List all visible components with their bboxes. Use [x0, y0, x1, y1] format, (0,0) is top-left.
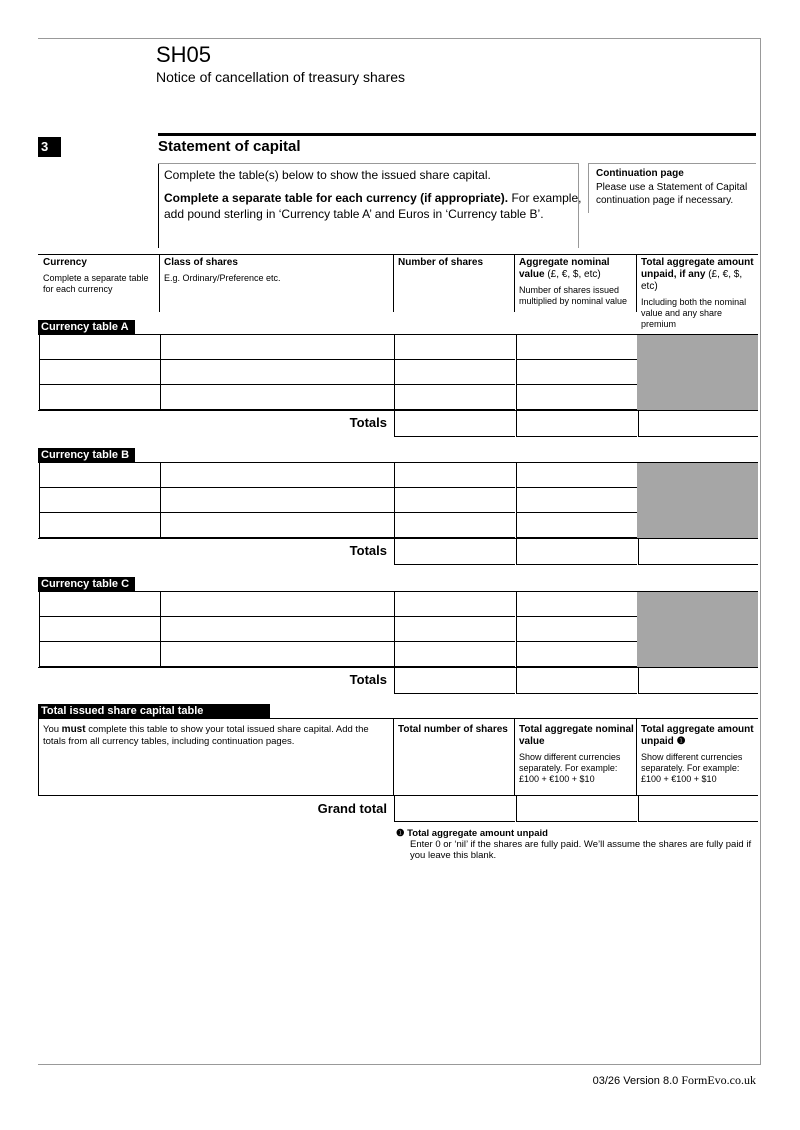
- totals-field[interactable]: [394, 410, 515, 437]
- currency-table-cell[interactable]: [39, 384, 160, 410]
- col-divider-4: [636, 254, 637, 312]
- currency-table-cell[interactable]: [516, 462, 637, 488]
- form-code: SH05: [156, 42, 212, 67]
- currency-table-cell[interactable]: [39, 359, 160, 385]
- column-nominal-title: Aggregate nominal value: [519, 257, 610, 280]
- total-table-left-rule: [38, 718, 39, 796]
- currency-table-cell[interactable]: [39, 591, 160, 617]
- currency-table-cell[interactable]: [394, 384, 515, 410]
- currency-table-cell[interactable]: [516, 359, 637, 385]
- total-desc-pre: You: [43, 724, 62, 735]
- currency-table-cell[interactable]: [160, 487, 394, 513]
- total-column-unpaid-title: Total aggregate amount unpaid: [641, 724, 754, 747]
- continuation-text: Please use a Statement of Capital continuation page if necessary.: [596, 182, 748, 206]
- column-class: [164, 257, 389, 284]
- column-unpaid-sub: Including both the nominal value and any share premium: [641, 297, 747, 329]
- continuation-top-rule: [588, 163, 756, 164]
- total-column-nominal-sub: Show different currencies separately. For example: £100 + €100 + $10: [519, 752, 621, 784]
- grand-total-label: Grand total: [317, 801, 387, 816]
- total-desc-bold: must: [61, 724, 86, 735]
- currency-table-cell[interactable]: [160, 384, 394, 410]
- currency-table-cell[interactable]: [160, 462, 394, 488]
- grand-total-unpaid-field[interactable]: [638, 796, 758, 822]
- total-desc-post: complete this table to show your total issued share capital. Add the totals from all currency tables, including continuation pages.: [43, 724, 369, 747]
- total-col-divider-2: [514, 718, 515, 796]
- currency-table-cell[interactable]: [39, 512, 160, 538]
- column-nominal-sub: Number of shares issued multiplied by nominal value: [519, 285, 628, 306]
- currency-table-cell[interactable]: [516, 334, 637, 360]
- totals-field[interactable]: [638, 410, 758, 437]
- currency-table-cell[interactable]: [516, 384, 637, 410]
- currency-table-cell[interactable]: [160, 512, 394, 538]
- total-column-number: [398, 724, 510, 736]
- currency-table-cell[interactable]: [516, 487, 637, 513]
- note-text: Enter 0 or ‘nil’ if the shares are fully paid. We’ll assume the shares are fully paid if you leave this blank.: [410, 839, 752, 861]
- totals-label: Totals: [349, 672, 387, 687]
- currency-table-label: Currency table B: [38, 448, 135, 463]
- column-unpaid: [641, 257, 759, 330]
- currency-table-cell[interactable]: [516, 591, 637, 617]
- column-header-rule: [38, 254, 758, 255]
- currency-table-cell[interactable]: [39, 487, 160, 513]
- unpaid-disabled-area: [637, 463, 758, 538]
- currency-table-cell[interactable]: [394, 512, 515, 538]
- totals-field[interactable]: [638, 667, 758, 694]
- footer-version: 03/26 Version 8.0: [592, 1075, 679, 1087]
- section-rule: [158, 133, 756, 136]
- column-class-sub: E.g. Ordinary/Preference etc.: [164, 273, 281, 283]
- currency-table-cell[interactable]: [394, 334, 515, 360]
- currency-table-label: Currency table A: [38, 320, 135, 335]
- top-rule: [38, 38, 761, 39]
- totals-field[interactable]: [638, 538, 758, 565]
- instruction-1: Complete the table(s) below to show the issued share capital.: [164, 168, 491, 182]
- column-currency-title: Currency: [43, 257, 87, 268]
- total-table-label: Total issued share capital table: [38, 704, 270, 719]
- footer: [593, 1073, 756, 1088]
- instruction-2-bold: Complete a separate table for each currency (if appropriate).: [164, 191, 509, 205]
- instruction-2-rest: For example, add pound sterling in ‘Currency table A’ and Euros in ‘Currency table B’.: [164, 191, 582, 221]
- unpaid-disabled-area: [637, 335, 758, 410]
- total-col-divider-3: [636, 718, 637, 796]
- grand-total-nominal-field[interactable]: [516, 796, 637, 822]
- total-column-number-title: Total number of shares: [398, 724, 508, 735]
- column-nominal: [519, 257, 635, 307]
- unpaid-disabled-area: [637, 592, 758, 667]
- column-nominal-unit: (£, €, $, etc): [544, 269, 601, 280]
- total-column-unpaid-sub: Show different currencies separately. For example: £100 + €100 + $10: [641, 752, 743, 784]
- currency-table-cell[interactable]: [160, 616, 394, 642]
- col-divider-1: [159, 254, 160, 312]
- totals-label: Totals: [349, 543, 387, 558]
- note-title: Total aggregate amount unpaid: [407, 828, 548, 839]
- totals-label: Totals: [349, 415, 387, 430]
- total-col-divider-1: [393, 718, 394, 796]
- section-number: 3: [38, 137, 61, 157]
- currency-table-cell[interactable]: [39, 334, 160, 360]
- currency-table-cell[interactable]: [39, 641, 160, 667]
- column-unpaid-unit: (£, €, $, etc): [641, 269, 743, 292]
- total-column-unpaid: [641, 724, 759, 785]
- column-currency-sub: Complete a separate table for each currency: [43, 273, 149, 294]
- bottom-rule: [38, 1064, 761, 1065]
- currency-table-cell[interactable]: [394, 616, 515, 642]
- instruction-2: [164, 190, 584, 222]
- form-title: Notice of cancellation of treasury shares: [156, 69, 406, 85]
- column-unpaid-title: Total aggregate amount unpaid, if any: [641, 257, 754, 280]
- currency-table-cell[interactable]: [394, 591, 515, 617]
- column-number-title: Number of shares: [398, 257, 484, 268]
- column-currency: [43, 257, 155, 295]
- currency-table-cell[interactable]: [394, 359, 515, 385]
- totals-field[interactable]: [394, 538, 515, 565]
- currency-table-cell[interactable]: [39, 616, 160, 642]
- currency-table-cell[interactable]: [394, 641, 515, 667]
- column-number: [398, 257, 510, 269]
- currency-table-cell[interactable]: [516, 616, 637, 642]
- currency-table-cell[interactable]: [516, 512, 637, 538]
- section-title: Statement of capital: [158, 138, 301, 155]
- totals-field[interactable]: [516, 667, 637, 694]
- column-class-title: Class of shares: [164, 257, 238, 268]
- footer-brand: FormEvo.co.uk: [681, 1073, 756, 1087]
- col-divider-3: [514, 254, 515, 312]
- continuation-left-rule: [588, 163, 589, 213]
- col-divider-2: [393, 254, 394, 312]
- continuation-title: Continuation page: [596, 168, 684, 179]
- note: [396, 828, 756, 861]
- total-column-nominal-title: Total aggregate nominal value: [519, 724, 634, 747]
- grand-total-number-field[interactable]: [394, 796, 515, 822]
- right-rule: [760, 38, 761, 1065]
- currency-table-label: Currency table C: [38, 577, 135, 592]
- currency-table-cell[interactable]: [160, 359, 394, 385]
- total-column-nominal: [519, 724, 635, 785]
- currency-table-cell[interactable]: [394, 487, 515, 513]
- instructions-top-rule: [158, 163, 578, 164]
- totals-field[interactable]: [516, 538, 637, 565]
- currency-table-cell[interactable]: [160, 334, 394, 360]
- totals-field[interactable]: [394, 667, 515, 694]
- currency-table-cell[interactable]: [394, 462, 515, 488]
- currency-table-cell[interactable]: [160, 641, 394, 667]
- total-table-description: [43, 724, 383, 748]
- totals-field[interactable]: [516, 410, 637, 437]
- currency-table-cell[interactable]: [516, 641, 637, 667]
- note-icon: ❶: [396, 828, 405, 839]
- currency-table-cell[interactable]: [160, 591, 394, 617]
- instructions-left-rule: [158, 163, 159, 248]
- currency-table-cell[interactable]: [39, 462, 160, 488]
- note-marker-icon: ❶: [676, 736, 686, 747]
